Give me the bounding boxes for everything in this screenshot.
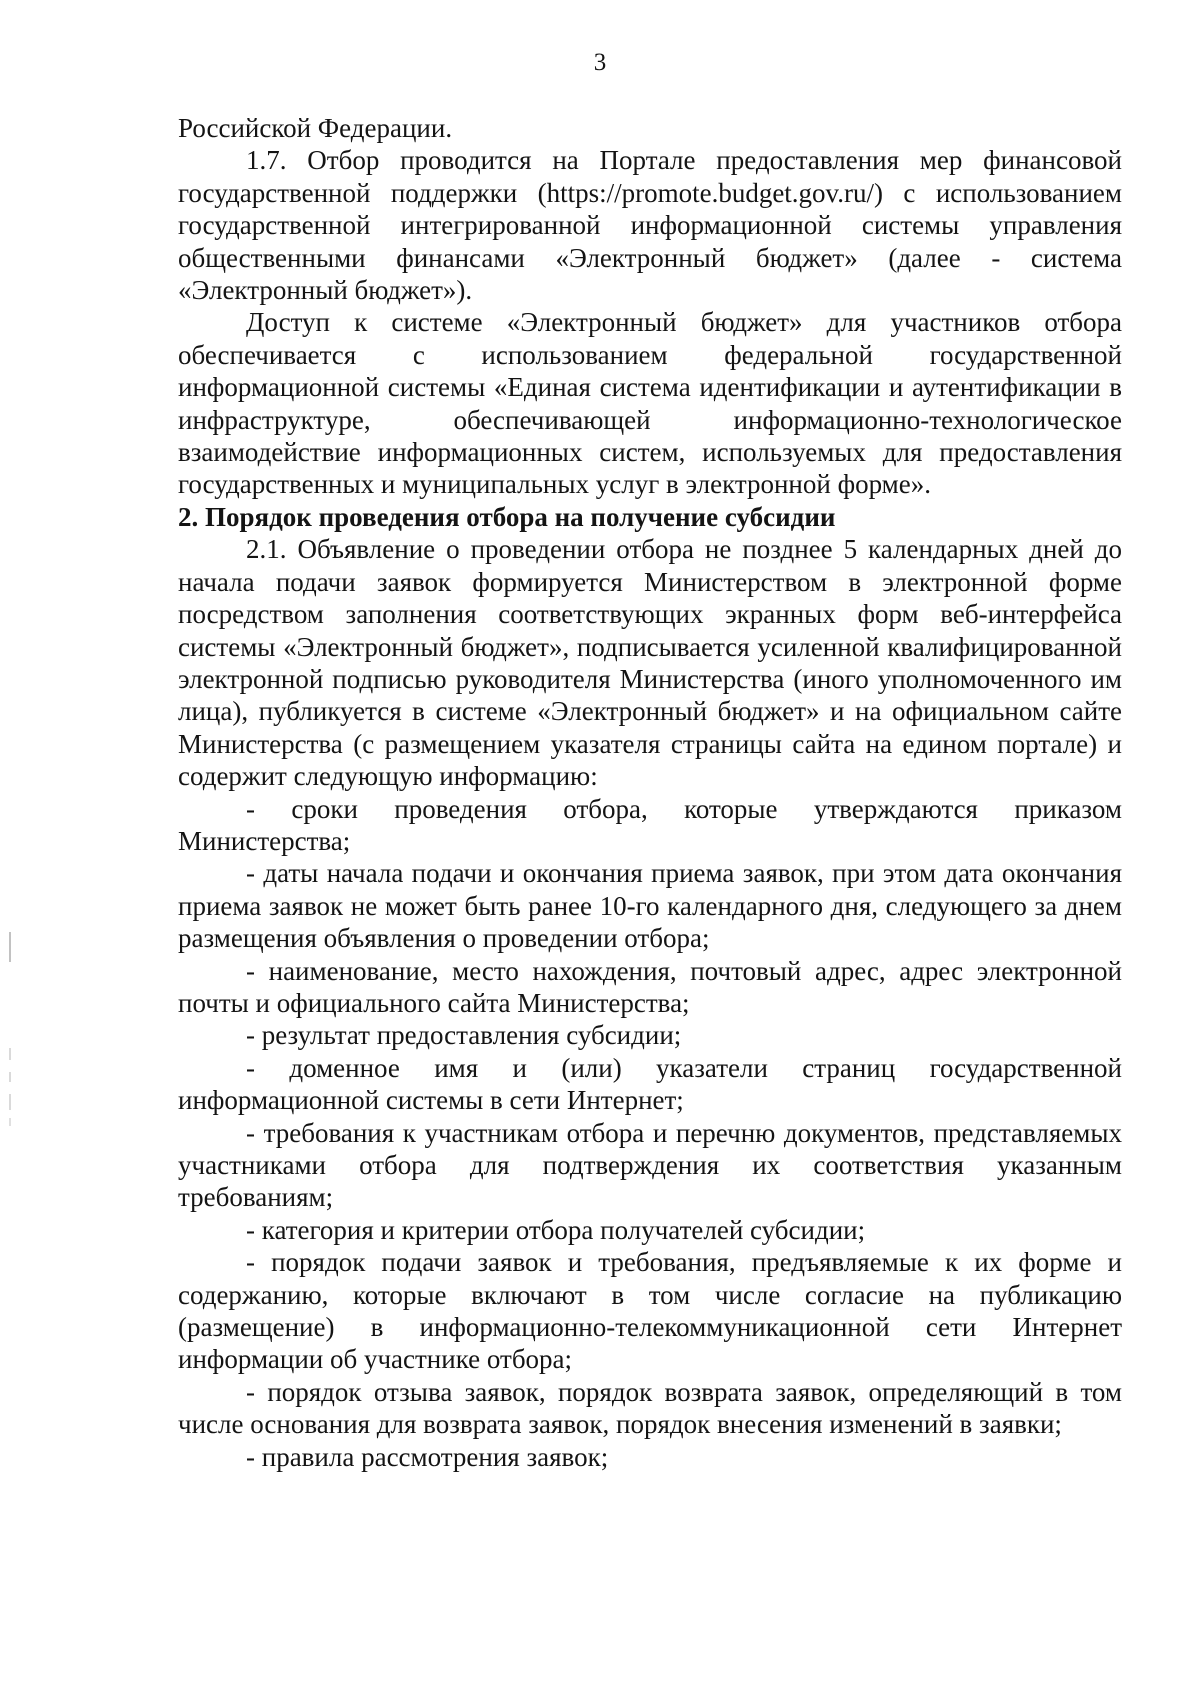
paragraph-1-7: 1.7. Отбор проводится на Портале предоставления мер финансовой государственной поддержки (https://promote.budget.gov.ru/) с использованием государственной интегрированной информационной системы управления общественными финансами «Электронный бюджет» (далее - система «Электронный бюджет»).	[178, 145, 1122, 306]
list-item: - даты начала подачи и окончания приема заявок, при этом дата окончания приема заявок не может быть ранее 10-го календарного дня, следующего за днем размещения объявления о проведении отбора;	[178, 858, 1122, 954]
list-item: - сроки проведения отбора, которые утверждаются приказом Министерства;	[178, 793, 1122, 856]
list-item: - правила рассмотрения заявок;	[246, 1441, 609, 1472]
paragraph-system-access: Доступ к системе «Электронный бюджет» для участников отбора обеспечивается с использованием федеральной государственной информационной системы «Единая система идентификации и аутентификации в инфраструктуре, обеспечивающей информационно-технологическое взаимодействие информационных систем, используемых для предоставления государственных и муниципальных услуг в электронной форме».	[178, 307, 1122, 500]
list-item: - категория и критерии отбора получателей субсидии;	[246, 1214, 866, 1245]
paragraph-2-1: 2.1. Объявление о проведении отбора не позднее 5 календарных дней до начала подачи заявок формируется Министерством в электронной форме посредством заполнения соответствующих экранных форм веб-интерфейса системы «Электронный бюджет», подписывается усиленной квалифицированной электронной подписью руководителя Министерства (иного уполномоченного им лица), публикуется в системе «Электронный бюджет» и на официальном сайте Министерства (с размещением указателя страницы сайта на едином портале) и содержит следующую информацию:	[178, 534, 1122, 792]
list-item: - порядок подачи заявок и требования, предъявляемые к их форме и содержанию, которые включают в том числе согласие на публикацию (размещение) в информационно-телекоммуникационной сети Интернет информации об участнике отбора;	[178, 1247, 1122, 1375]
list-item: - результат предоставления субсидии;	[246, 1020, 682, 1051]
document-body	[178, 112, 1122, 1473]
list-item: - наименование, место нахождения, почтовый адрес, адрес электронной почты и официального сайта Министерства;	[178, 955, 1122, 1018]
page-number: 3	[593, 49, 607, 76]
list-item: - порядок отзыва заявок, порядок возврата заявок, определяющий в том числе основания для возврата заявок, порядок внесения изменений в заявки;	[178, 1376, 1122, 1440]
paragraph-continuation: Российской Федерации.	[178, 113, 453, 143]
list-item: - требования к участникам отбора и перечню документов, представляемых участниками отбора для подтверждения их соответствия указанным требованиям;	[178, 1117, 1122, 1213]
section-heading: 2. Порядок проведения отбора на получение субсидии	[178, 501, 836, 532]
list-item: - доменное имя и (или) указатели страниц государственной информационной системы в сети Интернет;	[178, 1052, 1122, 1116]
